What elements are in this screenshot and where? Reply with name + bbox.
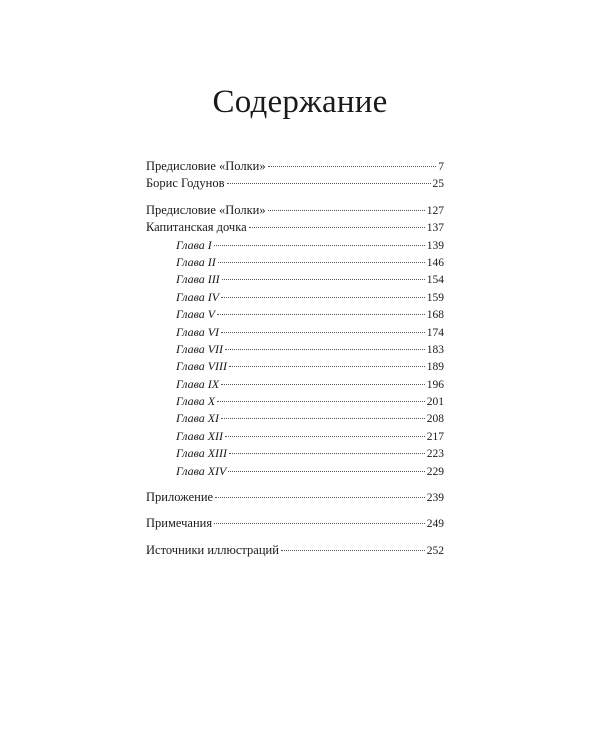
toc-entry-preface-2[interactable]	[146, 202, 444, 219]
toc-entry-label: Глава XIII	[176, 446, 228, 461]
toc-entry-page: 25	[432, 178, 444, 191]
toc-entry-label: Глава I	[176, 237, 212, 252]
toc-entry-label: Примечания	[146, 516, 213, 531]
toc-entry-page: 217	[426, 430, 444, 443]
toc-chapter-6[interactable]	[146, 324, 444, 341]
dot-leader	[221, 418, 425, 419]
dot-leader	[268, 166, 437, 167]
toc-entry-label: Предисловие «Полки»	[146, 202, 266, 217]
toc-chapter-2[interactable]	[146, 254, 444, 271]
toc-entry-page: 201	[426, 396, 444, 409]
dot-leader	[217, 314, 425, 315]
dot-leader	[281, 550, 425, 551]
toc-entry-page: 196	[426, 378, 444, 391]
toc-entry-label: Глава V	[176, 307, 216, 322]
page-title: Содержание	[212, 84, 388, 120]
toc-chapter-1[interactable]	[146, 237, 444, 254]
toc-entry-page: 239	[426, 492, 444, 505]
toc-entry-page: 223	[426, 448, 444, 461]
toc-entry-page: 159	[426, 291, 444, 304]
toc-entry-notes[interactable]	[146, 515, 444, 532]
toc-entry-page: 189	[426, 361, 444, 374]
toc-chapter-5[interactable]	[146, 306, 444, 323]
toc-entry-page: 183	[426, 343, 444, 356]
toc-entry-page: 7	[438, 161, 444, 173]
toc-entry-page: 249	[426, 518, 444, 531]
toc-entry-label: Глава VI	[176, 324, 220, 339]
dot-leader	[221, 297, 425, 298]
dot-leader	[222, 279, 425, 280]
toc-chapter-13[interactable]	[146, 445, 444, 462]
toc-entry-page: 137	[426, 222, 444, 235]
toc-entry-captains-daughter[interactable]	[146, 219, 444, 236]
dot-leader	[268, 210, 425, 211]
toc-chapter-3[interactable]	[146, 271, 444, 288]
toc-entry-label: Источники иллюстраций	[146, 542, 279, 557]
toc-entry-label: Глава XII	[176, 428, 224, 443]
dot-leader	[218, 262, 425, 263]
toc-entry-label: Приложение	[146, 490, 214, 505]
toc-chapter-9[interactable]	[146, 376, 444, 393]
toc-entry-page: 127	[426, 204, 444, 217]
section-gap	[146, 533, 444, 542]
section-gap	[146, 193, 444, 202]
section-gap	[146, 506, 444, 515]
toc-entry-label: Глава VII	[176, 341, 224, 356]
toc-entry-page: 154	[426, 274, 444, 287]
toc-chapter-8[interactable]	[146, 358, 444, 375]
toc-entry-page: 174	[426, 326, 444, 339]
dot-leader	[227, 183, 431, 184]
toc-entry-page: 168	[426, 309, 444, 322]
toc-chapter-4[interactable]	[146, 289, 444, 306]
toc-entry-page: 139	[426, 239, 444, 252]
toc-entry-appendix[interactable]	[146, 489, 444, 506]
dot-leader	[249, 227, 425, 228]
dot-leader	[214, 245, 425, 246]
toc-entry-page: 229	[426, 465, 444, 478]
toc-chapter-7[interactable]	[146, 341, 444, 358]
toc-entry-boris-godunov[interactable]	[146, 175, 444, 192]
dot-leader	[221, 384, 425, 385]
toc-entry-label: Глава IX	[176, 376, 220, 391]
toc-entry-label: Глава X	[176, 394, 216, 409]
dot-leader	[229, 453, 425, 454]
toc-entry-label: Глава VIII	[176, 359, 228, 374]
dot-leader	[221, 332, 425, 333]
toc-chapter-12[interactable]	[146, 428, 444, 445]
toc-chapter-10[interactable]	[146, 393, 444, 410]
toc-entry-illustration-sources[interactable]	[146, 542, 444, 559]
toc-entry-label: Капитанская дочка	[146, 220, 247, 235]
toc-entry-label: Глава XI	[176, 411, 220, 426]
toc-entry-label: Глава XIV	[176, 463, 227, 478]
toc-entry-page: 146	[426, 256, 444, 269]
toc-entry-page: 252	[426, 544, 444, 557]
toc-entry-preface-1[interactable]	[146, 158, 444, 175]
toc-chapter-11[interactable]	[146, 410, 444, 427]
toc-entry-label: Предисловие «Полки»	[146, 159, 266, 173]
toc-entry-label: Глава IV	[176, 289, 220, 304]
toc-entry-label: Глава III	[176, 272, 220, 287]
section-gap	[146, 480, 444, 489]
toc-entry-label: Борис Годунов	[146, 176, 225, 191]
toc-chapter-14[interactable]	[146, 463, 444, 480]
table-of-contents	[146, 158, 444, 559]
dot-leader	[228, 471, 424, 472]
dot-leader	[215, 497, 425, 498]
dot-leader	[217, 401, 425, 402]
toc-entry-label: Глава II	[176, 254, 216, 269]
dot-leader	[214, 523, 425, 524]
dot-leader	[229, 366, 425, 367]
toc-entry-page: 208	[426, 413, 444, 426]
dot-leader	[225, 436, 425, 437]
dot-leader	[225, 349, 425, 350]
